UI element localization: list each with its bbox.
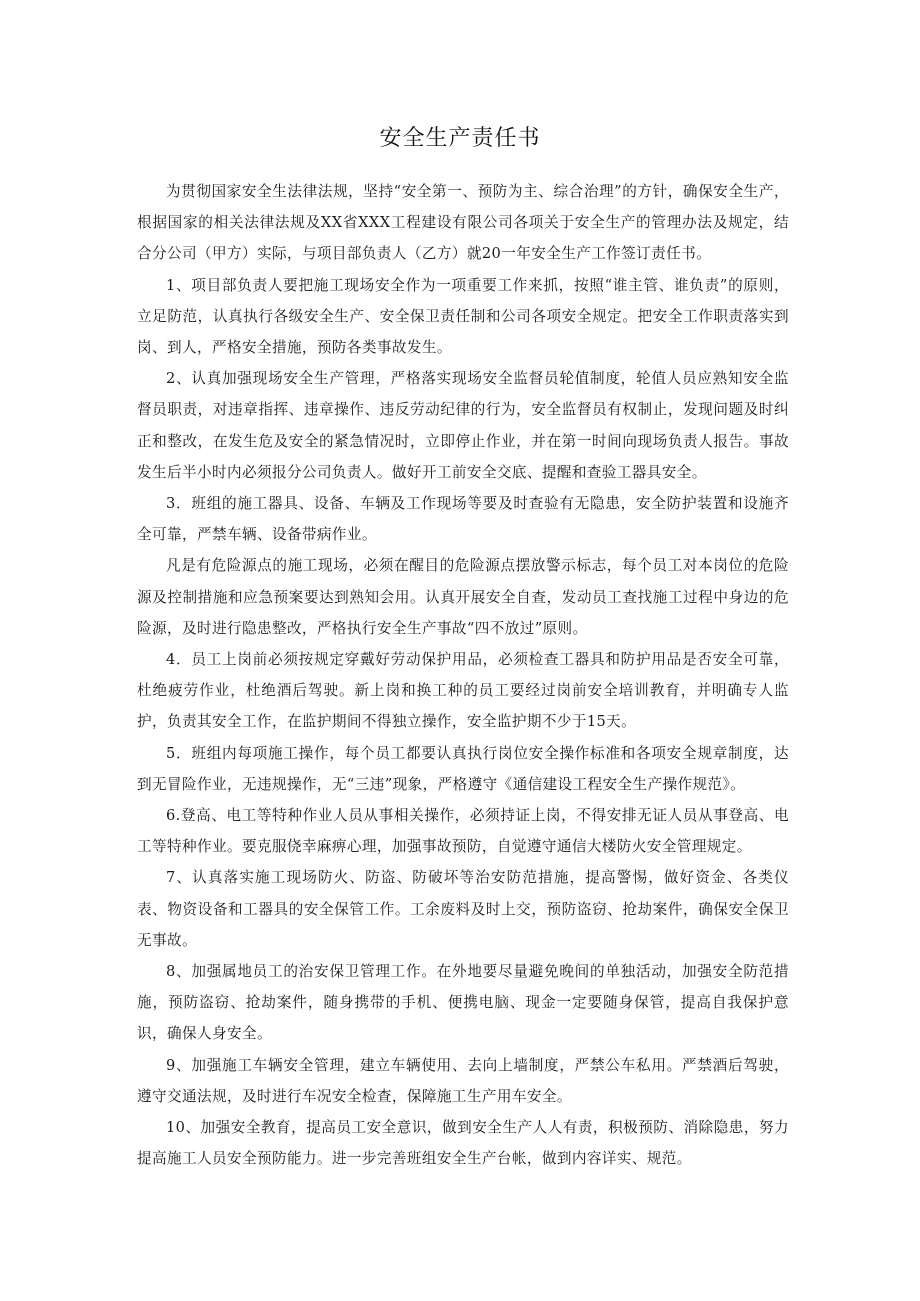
paragraph-5: 5．班组内每项施工操作，每个员工都要认真执行岗位安全操作标准和各项安全规章制度，达到无冒险作业，无违规操作，无“三违”现象，严格遵守《通信建设工程安全生产操作规范》。: [137, 744, 789, 793]
paragraph-1: 1、项目部负责人要把施工现场安全作为一项重要工作来抓，按照“谁主管、谁负责”的原则，立足防范，认真执行各级安全生产、安全保卫责任制和公司各项安全规定。把安全工作职责落实到岗、到人，严格安全措施，预防各类事故发生。: [137, 276, 789, 357]
paragraph-6: 6.登高、电工等特种作业人员从事相关操作，必须持证上岗，不得安排无证人员从事登高、电工等特种作业。要克服侥幸麻痹心理，加强事故预防，自觉遵守通信大楼防火安全管理规定。: [137, 807, 789, 856]
paragraph-7: 7、认真落实施工现场防火、防盗、防破坏等治安防范措施，提高警惕，做好资金、各类仪表、物资设备和工器具的安全保管工作。工余废料及时上交，预防盗窃、抢劫案件，确保安全保卫无事故。: [137, 869, 789, 949]
paragraph-8: 8、加强属地员工的治安保卫管理工作。在外地要尽量避免晚间的单独活动，加强安全防范措施，预防盗窃、抢劫案件，随身携带的手机、便携电脑、现金一定要随身保管，提高自我保护意识，确保人身安全。: [137, 963, 789, 1043]
paragraph-4: 4．员工上岗前必须按规定穿戴好劳动保护用品，必须检查工器具和防护用品是否安全可靠，杜绝疲劳作业，杜绝酒后驾驶。新上岗和换工种的员工要经过岗前安全培训教育，并明确专人监护，负责其安全工作，在监护期间不得独立操作，安全监护期不少于15天。: [137, 651, 789, 731]
paragraph-10: 10、加强安全教育，提高员工安全意识，做到安全生产人人有责，积极预防、消除隐患，努力提高施工人员安全预防能力。进一步完善班组安全生产台帐，做到内容详实、规范。: [137, 1119, 789, 1168]
paragraph-hazard-sources: 凡是有危险源点的施工现场，必须在醒目的危险源点摆放警示标志，每个员工对本岗位的危险源及控制措施和应急预案要达到熟知会用。认真开展安全自查，发动员工查找施工过程中身边的危险源，及时进行隐患整改，严格执行安全生产事故“四不放过”原则。: [137, 557, 789, 637]
paragraph-intro: 为贯彻国家安全生法律法规，坚持“安全第一、预防为主、综合治理”的方针，确保安全生产，根据国家的相关法律法规及XX省XXX工程建设有限公司各项关于安全生产的管理办法及规定，结合分公司（甲方）实际，与项目部负责人（乙方）就20一年安全生产工作签订责任书。: [137, 183, 789, 263]
paragraph-3: 3．班组的施工器具、设备、车辆及工作现场等要及时查验有无隐患，安全防护装置和设施齐全可靠，严禁车辆、设备带病作业。: [137, 495, 789, 544]
document-title: 安全生产责任书: [379, 126, 541, 151]
document-body: [137, 176, 789, 1175]
paragraph-9: 9、加强施工车辆安全管理，建立车辆使用、去向上墙制度，严禁公车私用。严禁酒后驾驶，遵守交通法规，及时进行车况安全检查，保障施工生产用车安全。: [137, 1056, 789, 1105]
paragraph-2: 2、认真加强现场安全生产管理，严格落实现场安全监督员轮值制度，轮值人员应熟知安全监督员职责，对违章指挥、违章操作、违反劳动纪律的行为，安全监督员有权制止，发现问题及时纠正和整改，在发生危及安全的紧急情况时，立即停止作业，并在第一时间向现场负责人报告。事故发生后半小时内必须报分公司负责人。做好开工前安全交底、提醒和查验工器具安全。: [137, 370, 789, 481]
